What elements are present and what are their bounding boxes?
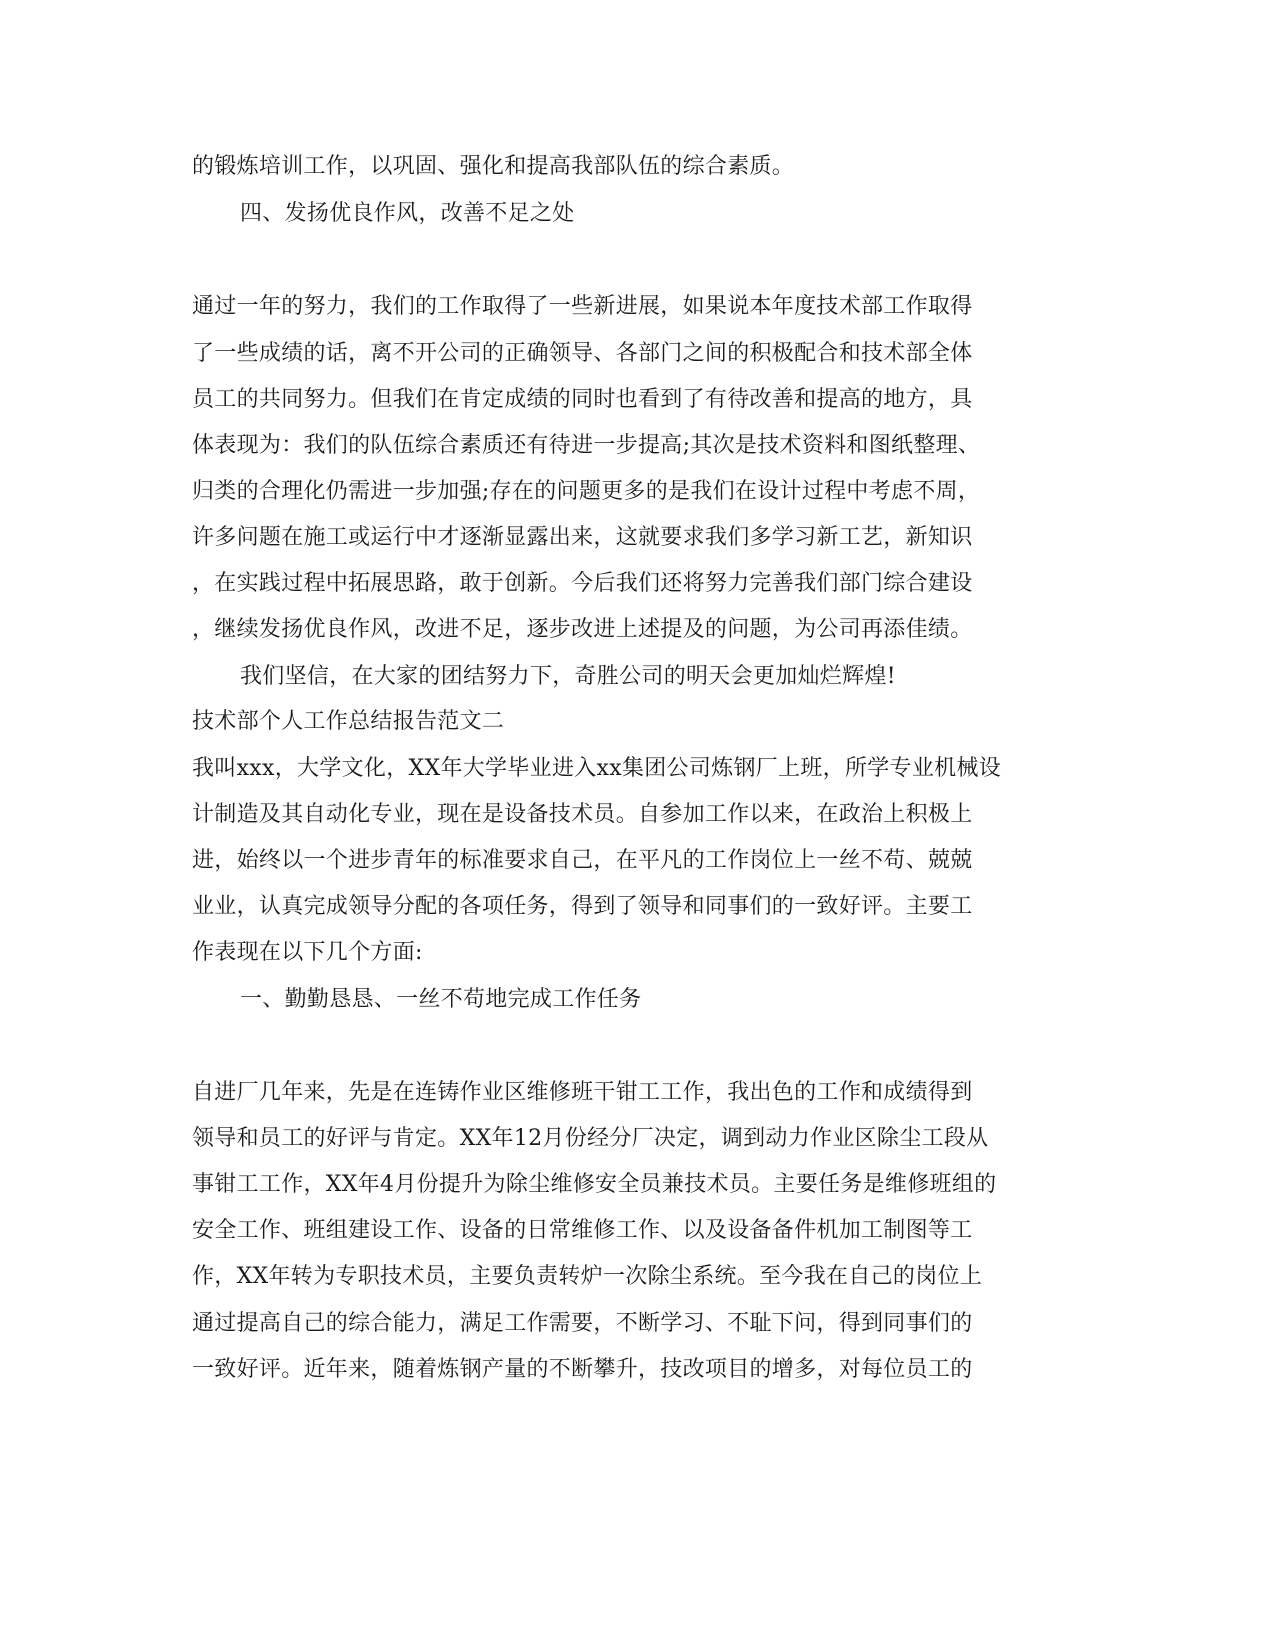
paragraph-line: 归类的合理化仍需进一步加强;存在的问题更多的是我们在设计过程中考虑不周， xyxy=(192,479,981,504)
paragraph-line: 领导和员工的好评与肯定。XX年12月份经分厂决定，调到动力作业区除尘工段从 xyxy=(192,1126,989,1151)
section-heading: 一、勤勤恳恳、一丝不苟地完成工作任务 xyxy=(240,987,642,1012)
document-title: 技术部个人工作总结报告范文二 xyxy=(192,709,505,734)
paragraph-line: 了一些成绩的话，离不开公司的正确领导、各部门之间的积极配合和技术部全体 xyxy=(192,341,973,366)
paragraph-line: ，继续发扬优良作风，改进不足，逐步改进上述提及的问题，为公司再添佳绩。 xyxy=(192,617,973,642)
paragraph-line: 我们坚信，在大家的团结努力下，奇胜公司的明天会更加灿烂辉煌! xyxy=(240,664,896,689)
paragraph-line: 的锻炼培训工作，以巩固、强化和提高我部队伍的综合素质。 xyxy=(192,154,795,179)
paragraph-line: 许多问题在施工或运行中才逐渐显露出来，这就要求我们多学习新工艺，新知识 xyxy=(192,525,973,550)
paragraph-line: 员工的共同努力。但我们在肯定成绩的同时也看到了有待改善和提高的地方，具 xyxy=(192,387,973,412)
paragraph-line: 我叫xxx，大学文化，XX年大学毕业进入xx集团公司炼钢厂上班，所学专业机械设 xyxy=(192,756,1002,781)
paragraph-line: 通过一年的努力，我们的工作取得了一些新进展，如果说本年度技术部工作取得 xyxy=(192,294,973,319)
paragraph-line: 体表现为：我们的队伍综合素质还有待进一步提高;其次是技术资料和图纸整理、 xyxy=(192,433,981,458)
paragraph-line: 一致好评。近年来，随着炼钢产量的不断攀升，技改项目的增多，对每位员工的 xyxy=(192,1357,973,1382)
paragraph-line: 作表现在以下几个方面: xyxy=(192,940,423,965)
paragraph-line: 业业，认真完成领导分配的各项任务，得到了领导和同事们的一致好评。主要工 xyxy=(192,894,973,919)
paragraph-line: 事钳工工作，XX年4月份提升为除尘维修安全员兼技术员。主要任务是维修班组的 xyxy=(192,1172,997,1197)
paragraph-line: 进，始终以一个进步青年的标准要求自己，在平凡的工作岗位上一丝不苟、兢兢 xyxy=(192,848,973,873)
paragraph-line: 作，XX年转为专职技术员，主要负责转炉一次除尘系统。至今我在自己的岗位上 xyxy=(192,1264,983,1289)
paragraph-line: 自进厂几年来，先是在连铸作业区维修班干钳工工作，我出色的工作和成绩得到 xyxy=(192,1080,973,1105)
paragraph-line: 计制造及其自动化专业，现在是设备技术员。自参加工作以来，在政治上积极上 xyxy=(192,802,973,827)
section-heading: 四、发扬优良作风，改善不足之处 xyxy=(240,201,575,226)
paragraph-line: 安全工作、班组建设工作、设备的日常维修工作、以及设备备件机加工制图等工 xyxy=(192,1218,973,1243)
paragraph-line: ，在实践过程中拓展思路，敢于创新。今后我们还将努力完善我们部门综合建设 xyxy=(192,571,973,596)
paragraph-line: 通过提高自己的综合能力，满足工作需要，不断学习、不耻下问，得到同事们的 xyxy=(192,1311,973,1336)
